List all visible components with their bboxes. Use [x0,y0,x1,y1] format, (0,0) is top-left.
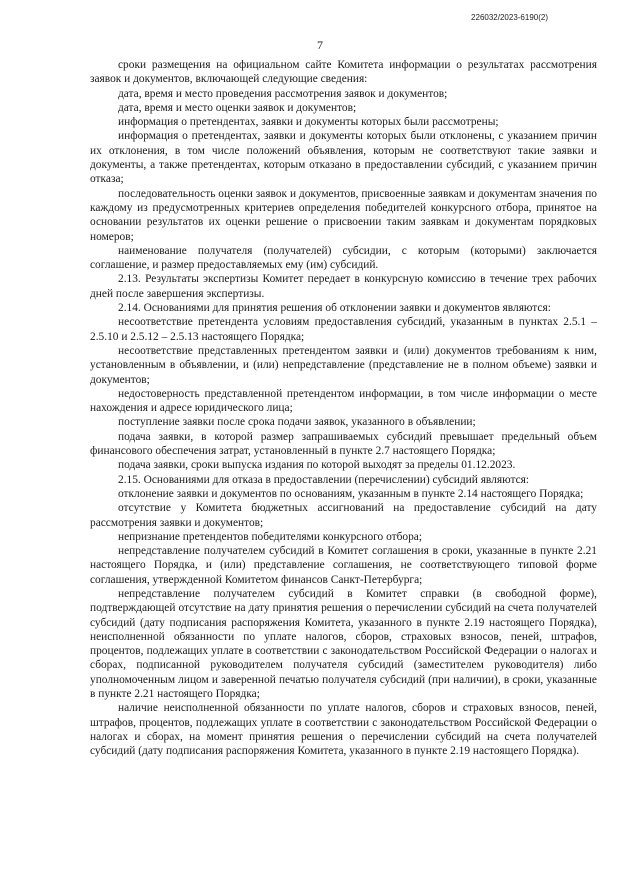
paragraph: наименование получателя (получателей) субсидии, с которым (которыми) заключается соглашение, и размер предоставляемых ему (им) субсидий. [90,244,597,272]
paragraph: непредставление получателем субсидий в Комитет справки (в свободной форме), подтверждающей отсутствие на дату принятия решения о перечислении субсидий на счета получателей субсидий (дату подписания распоряжения Комитета, указанного в пункте 2.19 настоящего Порядка), неисполненной обязанности по уплате налогов, сборов, страховых взносов, пеней, штрафов, процентов, подлежащих уплате в соответствии с законодательством Российской Федерации о налогах и сборах, подписанной руководителем получателя субсидий (заместителем руководителя) либо уполномоченным лицом и заверенной печатью получателя субсидий (при наличии), в сроки, указанные в пункте 2.21 настоящего Порядка; [90,587,597,701]
paragraph: отклонение заявки и документов по основаниям, указанным в пункте 2.14 настоящего Порядка; [118,487,584,500]
paragraph: дата, время и место проведения рассмотрения заявок и документов; [118,87,448,100]
paragraph: 2.13. Результаты экспертизы Комитет передает в конкурсную комиссию в течение трех рабочих дней после завершения экспертизы. [90,273,597,300]
paragraph: несоответствие представленных претендентом заявки и (или) документов требованиям к ним, установленным в объявлении, и (или) непредставление (представление не в полном объеме) заявки и документов; [90,344,597,386]
paragraph: информация о претендентах, заявки и документы которых были рассмотрены; [118,116,499,129]
document-body [90,58,597,759]
paragraph: непризнание претендентов победителями конкурсного отбора; [118,530,423,543]
paragraph: дата, время и место оценки заявок и документов; [118,101,357,114]
paragraph: сроки размещения на официальном сайте Комитета информации о результатах рассмотрения заявок и документов, включающей следующие сведения: [90,59,597,86]
paragraph: недостоверность представленной претендентом информации, в том числе информации о месте нахождения и адресе юридического лица; [90,387,597,415]
document-number: 226032/2023-6190(2) [471,13,548,22]
paragraph: непредставление получателем субсидий в Комитет соглашения в сроки, указанные в пункте 2.21 настоящего Порядка, и (или) представление соглашения, не соответствующего типовой форме соглашения, утвержденной Комитетом финансов Санкт-Петербурга; [90,545,597,586]
paragraph: несоответствие претендента условиям предоставления субсидий, указанным в пунктах 2.5.1 – 2.5.10 и 2.5.12 – 2.5.13 настоящего Порядка; [90,316,597,343]
paragraph: поступление заявки после срока подачи заявок, указанного в объявлении; [118,416,476,429]
paragraph: отсутствие у Комитета бюджетных ассигнований на предоставление субсидий на дату рассмотрения заявки и документов; [90,502,597,529]
paragraph: информация о претендентах, заявки и документы которых были отклонены, с указанием причин их отклонения, в том числе положений объявления, которым не соответствуют такие заявки и документы, а также претендентах, которым отказано в предоставлении субсидий, с указанием причин отказа; [90,130,597,186]
paragraph: подача заявки, сроки выпуска издания по которой выходят за пределы 01.12.2023. [118,459,516,472]
paragraph: подача заявки, в которой размер запрашиваемых субсидий превышает предельный объем финансового обеспечения затрат, установленный в пункте 2.7 настоящего Порядка; [90,430,597,458]
paragraph: 2.14. Основаниями для принятия решения об отклонении заявки и документов являются: [118,302,551,315]
paragraph: 2.15. Основаниями для отказа в предоставлении (перечислении) субсидий являются: [118,473,530,486]
page-number: 7 [317,38,323,52]
paragraph: последовательность оценки заявок и документов, присвоенные заявкам и документам значения по каждому из предусмотренных критериев определения победителей конкурсного отбора, принятое на основании результатов их оценки решение о присвоении таким заявкам и документам порядковых номеров; [90,187,597,243]
paragraph: наличие неисполненной обязанности по уплате налогов, сборов и страховых взносов, пеней, штрафов, процентов, подлежащих уплате в соответствии с законодательством Российской Федерации о налогах и сборах, на момент принятия решения о перечислении субсидий на счета получателей субсидий (дату подписания распоряжения Комитета, указанного в пункте 2.19 настоящего Порядка). [90,702,597,758]
